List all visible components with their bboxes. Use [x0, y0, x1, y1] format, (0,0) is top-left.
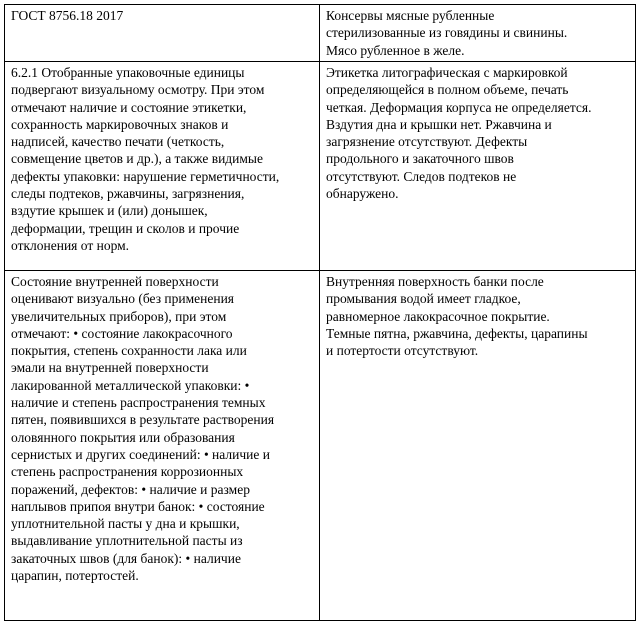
- result-cell: [320, 271, 636, 621]
- table-row: [5, 271, 636, 621]
- comparison-table: [4, 4, 636, 621]
- table-row: [5, 62, 636, 271]
- cell-text: 6.2.1 Отобранные упаковочные единицы подвергают визуальному осмотру. При этом отмечают наличие и состояние этикетки, сохранность маркировочных знаков и надписей, качество печати (четкость, совмещение цветов и др.), а также видимые дефекты упаковки: нарушение герметичности, следы подтеков, ржавчины, загрязнения, вздутие крышек и (или) донышек, деформации, трещин и сколов и прочие отклонения от норм.: [11, 65, 280, 253]
- cell-text: Состояние внутренней поверхности оценивают визуально (без применения увеличительных приборов), при этом отмечают: • состояние лакокрасочного покрытия, степень сохранности лака или эмали на внутренней поверхности лакированной металлической упаковки: • наличие и степень распространения темных пятен, появившихся в результате растворения оловянного покрытия или образования сернистых и других соединений: • наличие и степень распространения коррозионных поражений, дефектов: • наличие и размер наплывов припоя внутри банок: • состояние уплотнительной пасты у дна и крышки, выдавливание уплотнительной пасты из закаточных швов (для банок): • наличие царапин, потертостей.: [11, 274, 275, 584]
- requirement-cell: [5, 271, 320, 621]
- cell-text: Этикетка литографическая с маркировкой определяющейся в полном объеме, печать четкая. Деформация корпуса не определяется. Вздутия дна и крышки нет. Ржавчина и загрязнение отсутствуют. Дефекты продольного и закаточного швов отсутствуют. Следов подтеков не обнаружено.: [326, 65, 592, 202]
- table-row: [5, 5, 636, 62]
- standard-reference-cell: [5, 5, 320, 62]
- cell-text: ГОСТ 8756.18 2017: [11, 8, 124, 23]
- cell-text: Консервы мясные рубленные стерилизованные из говядины и свинины. Мясо рубленное в желе.: [326, 8, 568, 58]
- document-page: [4, 4, 635, 611]
- requirement-cell: [5, 62, 320, 271]
- result-cell: [320, 62, 636, 271]
- cell-text: Внутренняя поверхность банки после промывания водой имеет гладкое, равномерное лакокрасочное покрытие. Темные пятна, ржавчина, дефекты, царапины и потертости отсутствуют.: [326, 274, 588, 359]
- product-name-cell: [320, 5, 636, 62]
